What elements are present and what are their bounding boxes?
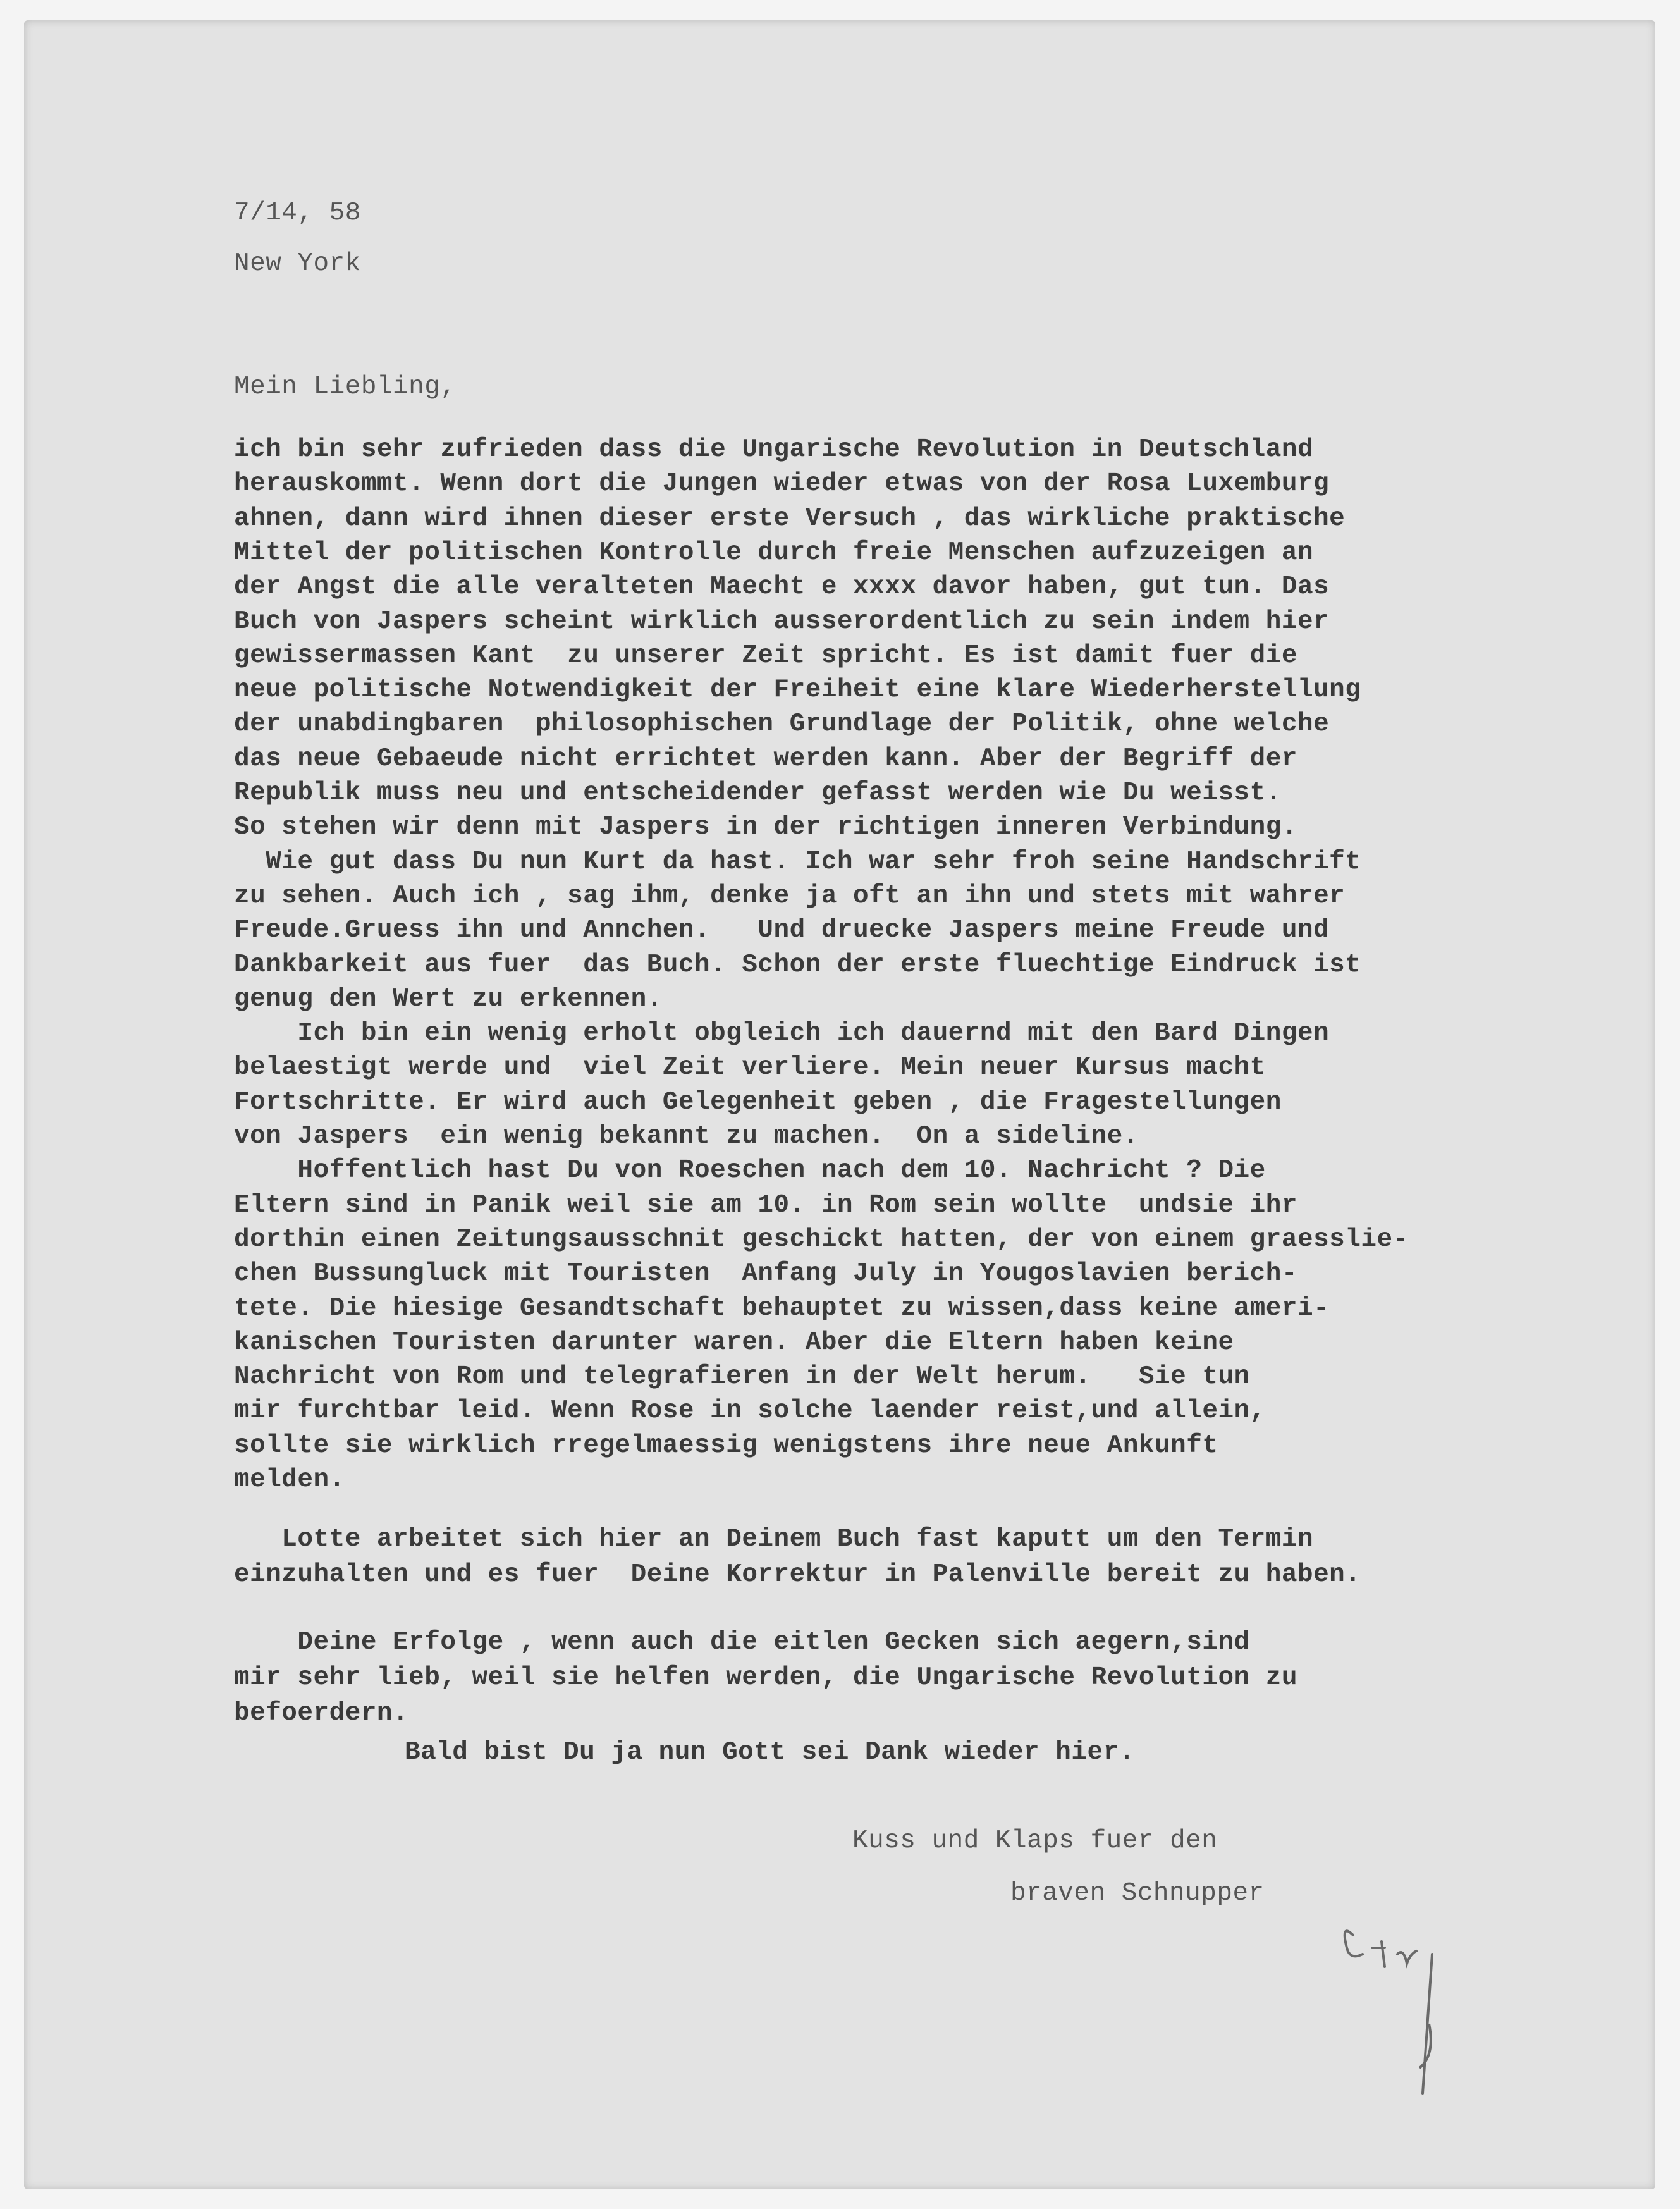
letter-place: New York	[234, 249, 361, 278]
letter-date: 7/14, 58	[234, 199, 361, 228]
body-line: Mittel der politischen Kontrolle durch freie Menschen aufzuzeigen an	[234, 538, 1314, 567]
body-line: Buch von Jaspers scheint wirklich ausserordentlich zu sein indem hier	[234, 607, 1330, 636]
body-line: gewissermassen Kant zu unserer Zeit spricht. Es ist damit fuer die	[234, 641, 1297, 670]
body-line: ich bin sehr zufrieden dass die Ungarische Revolution in Deutschland	[234, 435, 1314, 464]
body-line: dorthin einen Zeitungsausschnit geschickt hatten, der von einem graesslie-	[234, 1225, 1409, 1254]
body-line: So stehen wir denn mit Jaspers in der richtigen inneren Verbindung.	[234, 813, 1297, 842]
sign-off-line-1: Kuss und Klaps fuer den	[852, 1826, 1218, 1855]
closing-line: Bald bist Du ja nun Gott sei Dank wieder hier.	[405, 1738, 1135, 1767]
body-line: Hoffentlich hast Du von Roeschen nach dem 10. Nachricht ? Die	[234, 1156, 1266, 1185]
handwritten-signature	[1328, 1910, 1505, 2100]
body-line: Wie gut dass Du nun Kurt da hast. Ich war sehr froh seine Handschrift	[234, 847, 1361, 877]
body-line: genug den Wert zu erkennen.	[234, 985, 663, 1014]
body-line: das neue Gebaeude nicht errichtet werden kann. Aber der Begriff der	[234, 744, 1297, 773]
body-line: Eltern sind in Panik weil sie am 10. in Rom sein wollte undsie ihr	[234, 1191, 1297, 1220]
body-line: befoerdern.	[234, 1699, 409, 1728]
body-line: ahnen, dann wird ihnen dieser erste Versuch , das wirkliche praktische	[234, 504, 1346, 533]
body-line: neue politische Notwendigkeit der Freiheit eine klare Wiederherstellung	[234, 675, 1361, 705]
sign-off-line-2: braven Schnupper	[1010, 1879, 1265, 1908]
body-line: einzuhalten und es fuer Deine Korrektur in Palenville bereit zu haben.	[234, 1560, 1361, 1589]
body-line: Lotte arbeitet sich hier an Deinem Buch fast kaputt um den Termin	[234, 1525, 1314, 1554]
salutation: Mein Liebling,	[234, 372, 457, 402]
body-line: kanischen Touristen darunter waren. Aber die Eltern haben keine	[234, 1328, 1234, 1357]
body-line: mir sehr lieb, weil sie helfen werden, die Ungarische Revolution zu	[234, 1663, 1297, 1692]
body-line: belaestigt werde und viel Zeit verliere. Mein neuer Kursus macht	[234, 1053, 1266, 1082]
body-line: melden.	[234, 1465, 345, 1494]
body-line: chen Bussungluck mit Touristen Anfang July in Yougoslavien berich-	[234, 1259, 1297, 1288]
body-line: tete. Die hiesige Gesandtschaft behauptet zu wissen,dass keine ameri-	[234, 1294, 1330, 1323]
body-line: Dankbarkeit aus fuer das Buch. Schon der erste fluechtige Eindruck ist	[234, 951, 1361, 980]
body-line: Republik muss neu und entscheidender gefasst werden wie Du weisst.	[234, 778, 1282, 808]
body-line: von Jaspers ein wenig bekannt zu machen. On a sideline.	[234, 1122, 1139, 1151]
body-line: Ich bin ein wenig erholt obgleich ich dauernd mit den Bard Dingen	[234, 1019, 1330, 1048]
body-line: herauskommt. Wenn dort die Jungen wieder etwas von der Rosa Luxemburg	[234, 469, 1330, 498]
body-line: sollte sie wirklich rregelmaessig wenigstens ihre neue Ankunft	[234, 1431, 1218, 1460]
body-line: der unabdingbaren philosophischen Grundlage der Politik, ohne welche	[234, 710, 1330, 739]
body-line: zu sehen. Auch ich , sag ihm, denke ja oft an ihn und stets mit wahrer	[234, 882, 1346, 911]
body-line: mir furchtbar leid. Wenn Rose in solche laender reist,und allein,	[234, 1396, 1266, 1425]
body-line: Nachricht von Rom und telegrafieren in der Welt herum. Sie tun	[234, 1362, 1250, 1391]
body-line: der Angst die alle veralteten Maecht e xxxx davor haben, gut tun. Das	[234, 572, 1330, 601]
body-line: Fortschritte. Er wird auch Gelegenheit geben , die Fragestellungen	[234, 1088, 1282, 1117]
body-line: Freude.Gruess ihn und Annchen. Und druecke Jaspers meine Freude und	[234, 916, 1330, 945]
body-line: Deine Erfolge , wenn auch die eitlen Gecken sich aegern,sind	[234, 1628, 1250, 1657]
